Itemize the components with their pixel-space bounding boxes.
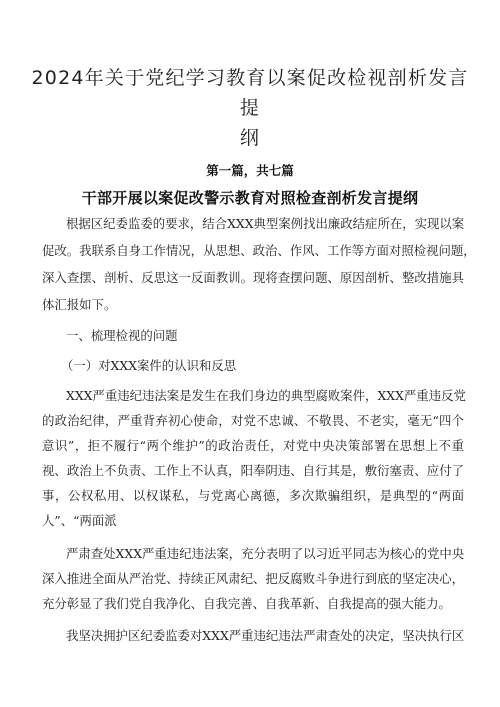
heading-level-1: 一、梳理检视的问题 xyxy=(66,328,178,343)
intro-line: 深入查摆、剖析、反思这一反面教训。现将查摆问题、原因剖析、整改措施具 xyxy=(42,270,464,285)
part-label: 第一篇，共七篇 xyxy=(206,163,294,178)
title-line-2: 纲 xyxy=(239,127,261,149)
title-line-1: 2024年关于党纪学习教育以案促改检视剖析发言提 xyxy=(31,67,469,119)
body-line: 视、政治上不负责、工作上不认真，阳奉阴违、自行其是，敷衍塞责、应付了 xyxy=(42,463,464,478)
body-line: 严肃查处XXX严重违纪违法案，充分表明了以习近平同志为核心的党中央 xyxy=(66,546,465,561)
document-title xyxy=(30,63,470,153)
intro-line: 促改。我联系自身工作情况，从思想、政治、作风、工作等方面对照检视问题， xyxy=(42,243,476,258)
body-line: 意识”，拒不履行“两个维护”的政治责任，对党中央决策部署在思想上不重 xyxy=(42,438,464,453)
heading-level-2: （一）对XXX案件的认识和反思 xyxy=(61,358,237,373)
body-line: 人”、“两面派 xyxy=(42,513,117,528)
section-subtitle: 干部开展以案促改警示教育对照检查剖析发言提纲 xyxy=(81,189,419,207)
body-line: 充分彰显了我们党自我净化、自我完善、自我革新、自我提高的强大能力。 xyxy=(42,596,451,611)
body-line: 我坚决拥护区纪委监委对XXX严重违纪违法严肃查处的决定，坚决执行区 xyxy=(66,628,465,643)
intro-line: 根据区纪委监委的要求，结合XXX典型案例找出廉政结症所在，实现以案 xyxy=(66,216,465,231)
body-line: 事，公权私用、以权谋私，与党离心离德，多次欺骗组织，是典型的“两面 xyxy=(42,488,464,503)
body-line: 深入推进全面从严治党、持续正风肃纪、把反腐败斗争进行到底的坚定决心， xyxy=(42,571,464,586)
body-line: 的政治纪律，严重背弃初心使命，对党不忠诚、不敬畏、不老实，毫无“四个 xyxy=(42,413,464,428)
intro-line: 体汇报如下。 xyxy=(42,297,117,312)
body-line: XXX严重违纪违法案是发生在我们身边的典型腐败案件，XXX严重违反党 xyxy=(66,388,466,403)
